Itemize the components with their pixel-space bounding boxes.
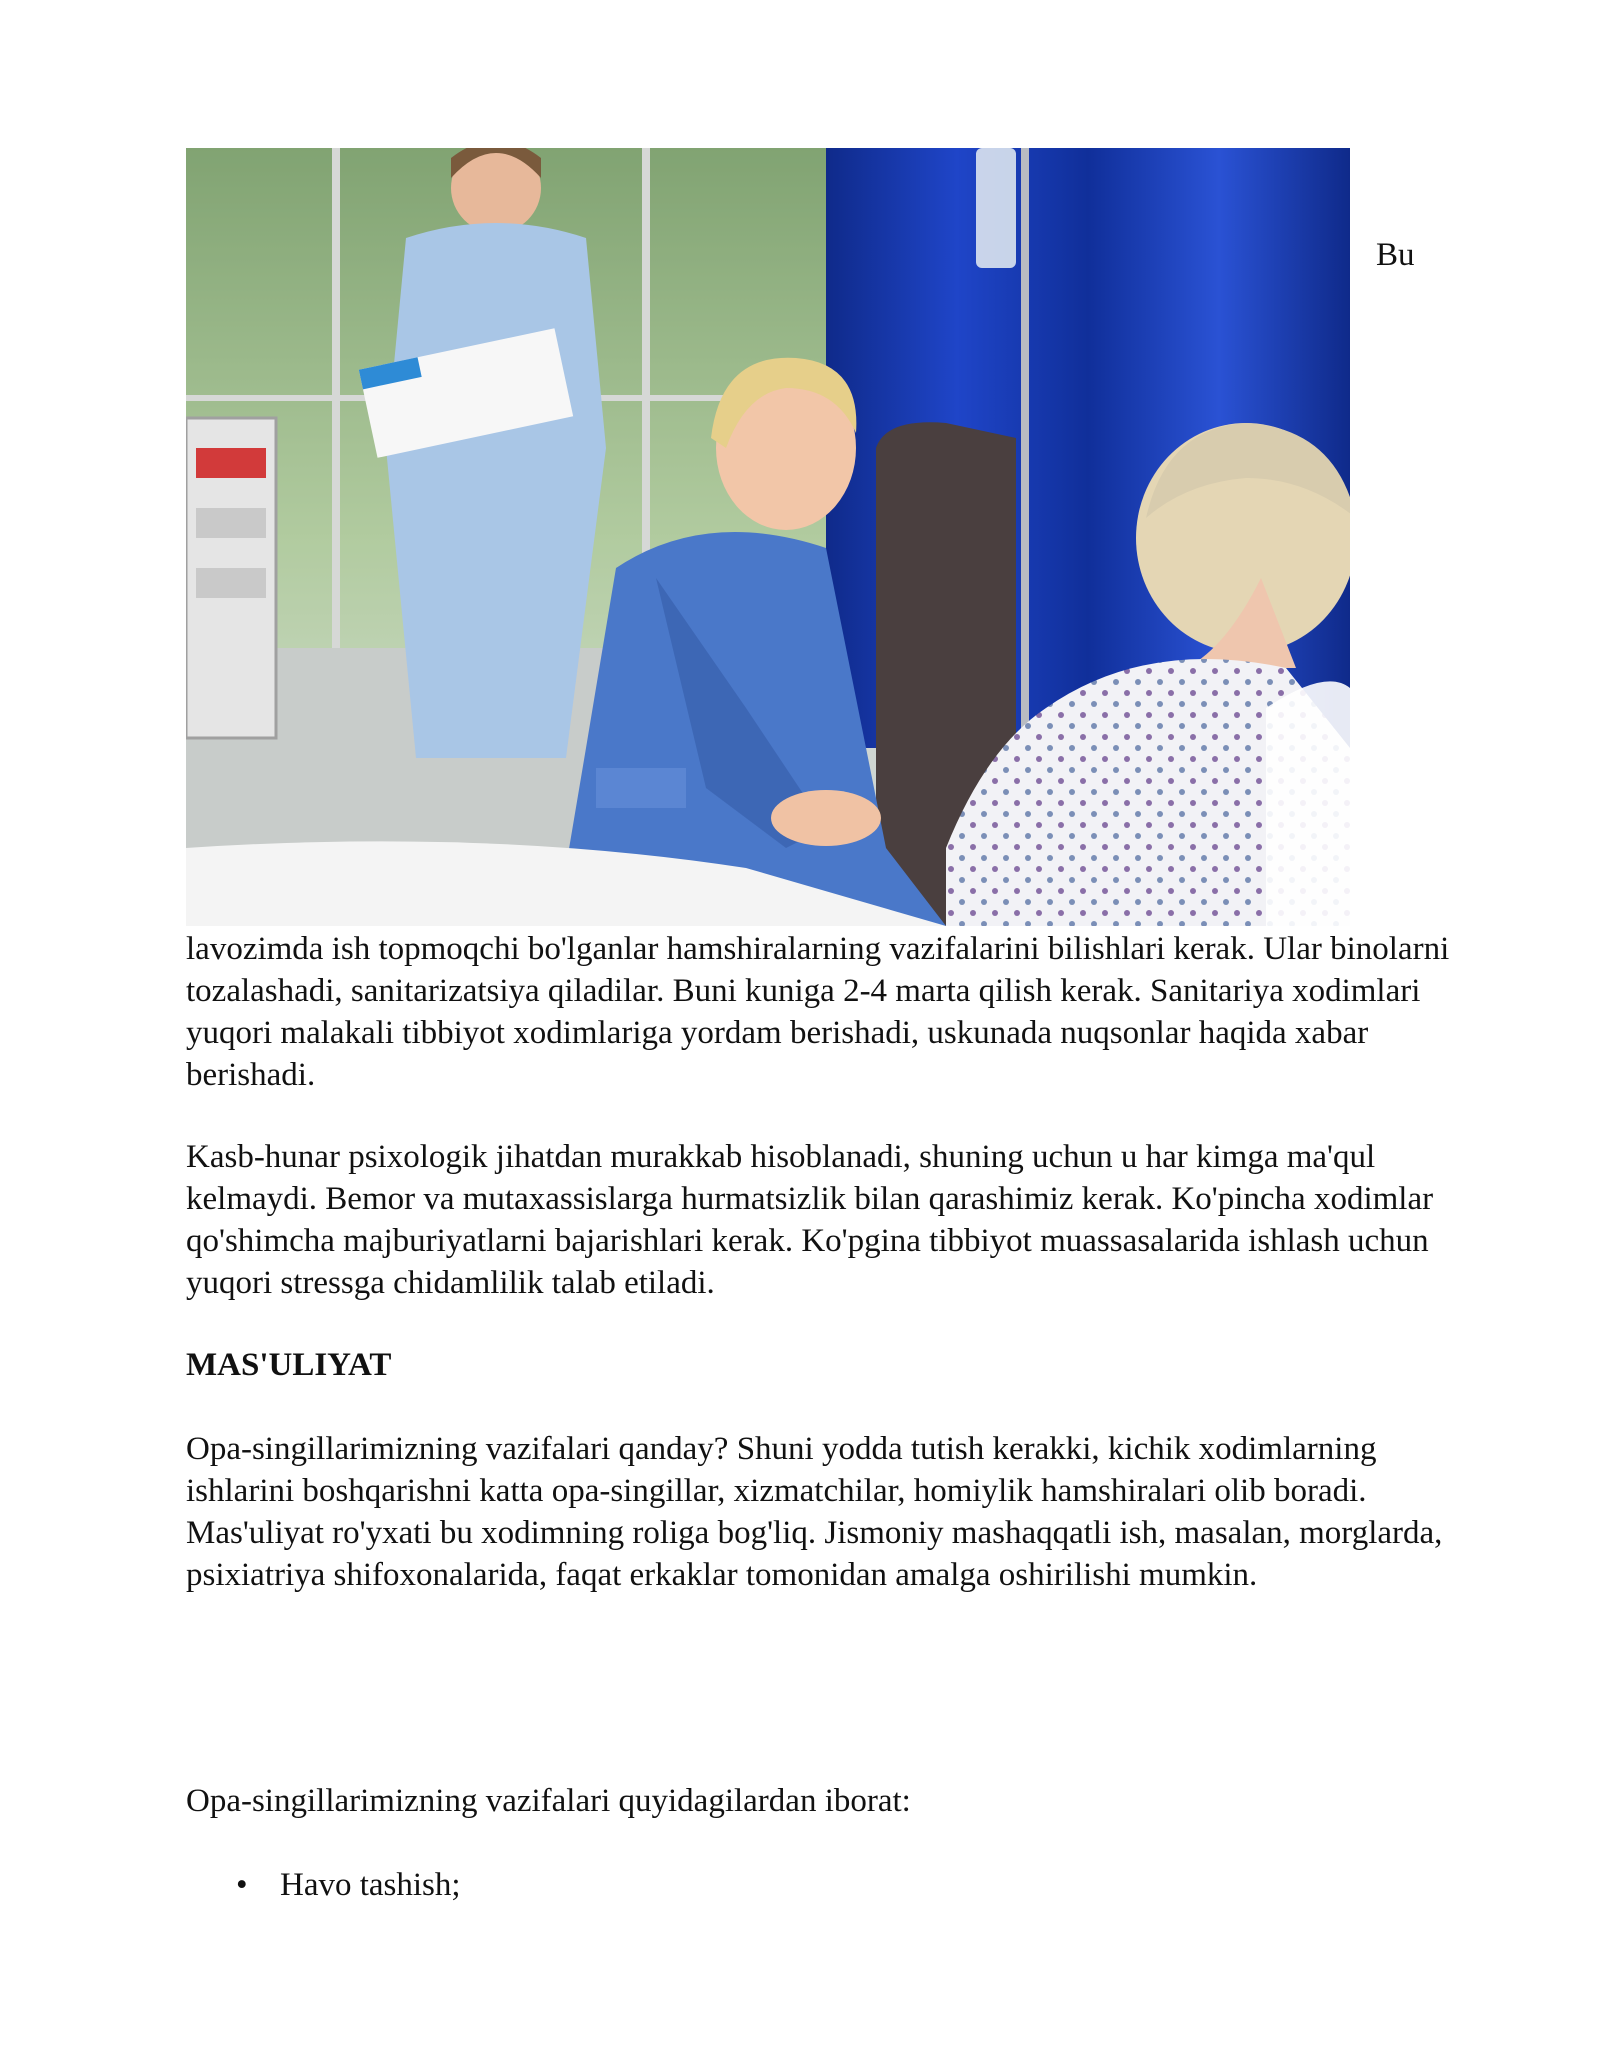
paragraph-2: Kasb-hunar psixologik jihatdan murakkab hisoblanadi, shuning uchun u har kimga ma'qul kelmaydi. Bemor va mutaxassislarga hurmatsizlik bilan qarashimiz kerak. Ko'pincha xodimlar qo'shimcha majburiyatlarni bajarishlari kerak. Ko'pgina tibbiyot muassasalarida ishlash uchun yuqori stressga chidamlilik talab etiladi. [186,1139,1434,1301]
nurse-patient-photo [186,148,1350,926]
list-item [186,1864,461,1906]
float-text: Bu [1376,237,1415,273]
bullet-icon: • [236,1867,248,1903]
duties-list [186,1864,461,1906]
section-paragraph: Opa-singillarimizning vazifalari qanday? Shuni yodda tutish kerakki, kichik xodimlarning ishlarini boshqarishni katta opa-singillar, xizmatchilar, homiylik hamshiralari olib boradi. Mas'uliyat ro'yxati bu xodimning roliga bog'liq. Jismoniy mashaqqatli ish, masalan, morglarda, psixiatriya shifoxonalarida, faqat erkaklar tomonidan amalga oshirilishi mumkin. [186,1431,1443,1593]
list-intro: Opa-singillarimizning vazifalari quyidagilardan iborat: [186,1783,911,1819]
photo-illustration [186,148,1350,926]
list-item-text: Havo tashish; [280,1867,461,1903]
section-heading: MAS'ULIYAT [186,1347,392,1383]
paragraph-1: lavozimda ish topmoqchi bo'lganlar hamshiralarning vazifalarini bilishlari kerak. Ular binolarni tozalashadi, sanitarizatsiya qiladilar. Buni kuniga 2-4 marta qilish kerak. Sanitariya xodimlari yuqori malakali tibbiyot xodimlariga yordam berishadi, uskunada nuqsonlar haqida xabar berishadi. [186,931,1450,1093]
